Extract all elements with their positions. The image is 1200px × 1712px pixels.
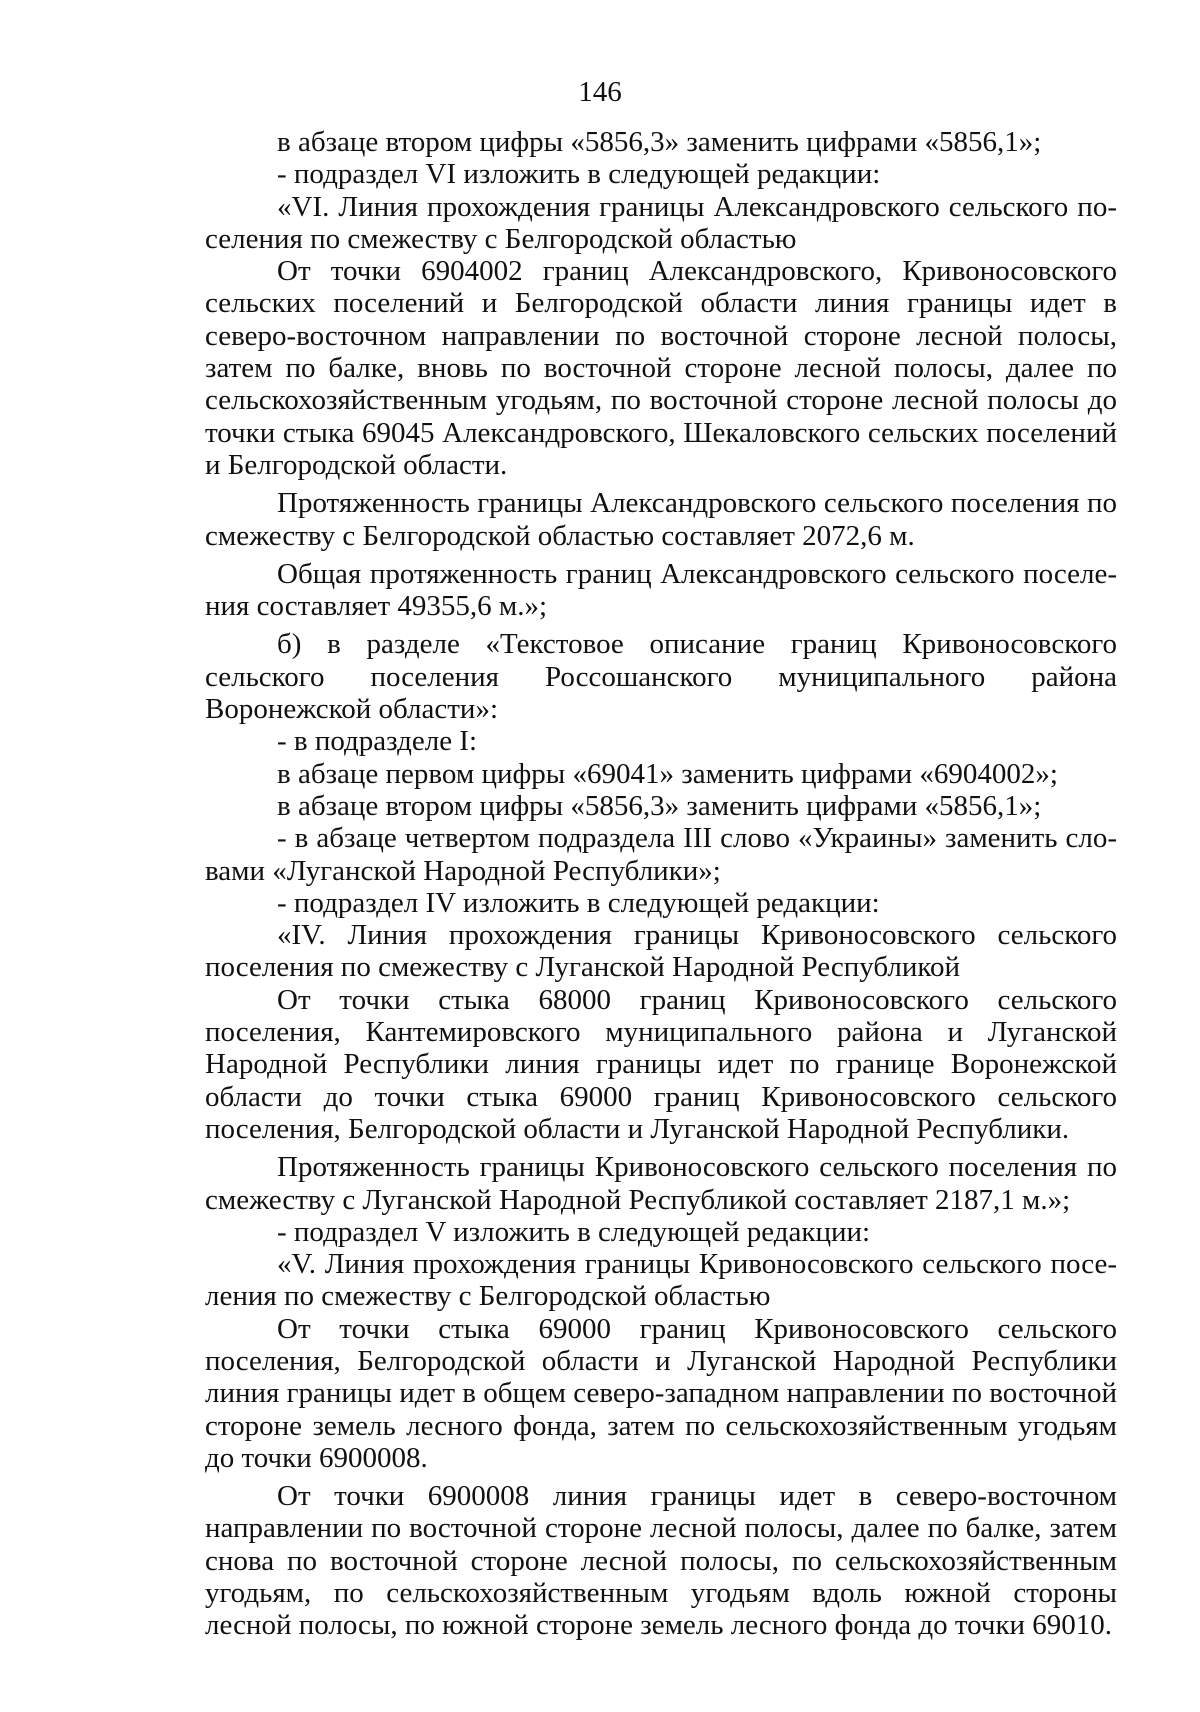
page-number: 146 [578,76,622,108]
section-heading-iv: «IV. Линия прохождения границы Кривоносовского сельского поселения по смежеству с Луганской Народной Республикой [205,919,1117,984]
paragraph-11: - в абзаце четвертом подраздела III слово «Украины» заменить словами «Луганской Народной Республики»; [205,822,1117,887]
paragraph-12: - подраздел IV изложить в следующей редакции: [277,886,880,919]
paragraph-4: От точки 6904002 границ Александровского, Кривоносовского сельских поселений и Белгородской области линия границы идет в северо-восточном направлении по восточной стороне лесной полосы, затем по балке, вновь по восточной стороне лесной полосы, далее по сельскохозяйственным угодьям, по восточной стороне лесной полосы до точки стыка 69045 Александровского, Шекаловского сельских поселений и Белгородской области. [205,255,1117,481]
paragraph-10: в абзаце втором цифры «5856,3» заменить цифрами «5856,1»; [277,789,1042,822]
paragraph-6: Общая протяженность границ Александровского сельского поселения составляет 49355,6 м.»; [205,557,1117,623]
paragraph-8: - в подразделе I: [277,725,478,758]
paragraph-16: - подраздел V изложить в следующей редакции: [277,1215,871,1248]
paragraph-1: в абзаце втором цифры «5856,3» заменить цифрами «5856,1»; [277,126,1042,158]
document-body [205,126,1117,1642]
paragraph-18: От точки стыка 69000 границ Кривоносовского сельского поселения, Белгородской области и Луганской Народной Республики линия границы идет в общем северо-западном направлении по восточной стороне земель лесного фонда, затем по сельскохозяйственным угодьям до точки 6900008. [205,1312,1117,1474]
paragraph-9: в абзаце первом цифры «69041» заменить цифрами «6904002»; [277,757,1058,790]
section-heading-v: «V. Линия прохождения границы Кривоносовского сельского поселения по смежеству с Белгородской областью [205,1248,1117,1313]
paragraph-5: Протяженность границы Александровского сельского поселения по смежеству с Белгородской областью составляет 2072,6 м. [205,487,1117,552]
paragraph-7: б) в разделе «Текстовое описание границ Кривоносовского сельского поселения Россошанского муниципального района Воронежской области»: [205,628,1117,726]
paragraph-19: От точки 6900008 линия границы идет в северо-восточном направлении по восточной стороне лесной полосы, далее по балке, затем снова по восточной стороне лесной полосы, по сельскохозяйственным угодьям, по сельскохозяйственным угодьям вдоль южной стороны лесной полосы, по южной стороне земель лесного фонда до точки 69010. [205,1480,1117,1642]
section-heading-vi: «VI. Линия прохождения границы Александровского сельского поселения по смежеству с Белгородской областью [205,190,1117,255]
paragraph-15: Протяженность границы Кривоносовского сельского поселения по смежеству с Луганской Народной Республикой составляет 2187,1 м.»; [205,1151,1117,1216]
paragraph-14: От точки стыка 68000 границ Кривоносовского сельского поселения, Кантемировского муниципального района и Луганской Народной Республики линия границы идет по границе Воронежской области до точки стыка 69000 границ Кривоносовского сельского поселения, Белгородской области и Луганской Народной Республики. [205,983,1117,1145]
paragraph-2: - подраздел VI изложить в следующей редакции: [277,158,881,191]
